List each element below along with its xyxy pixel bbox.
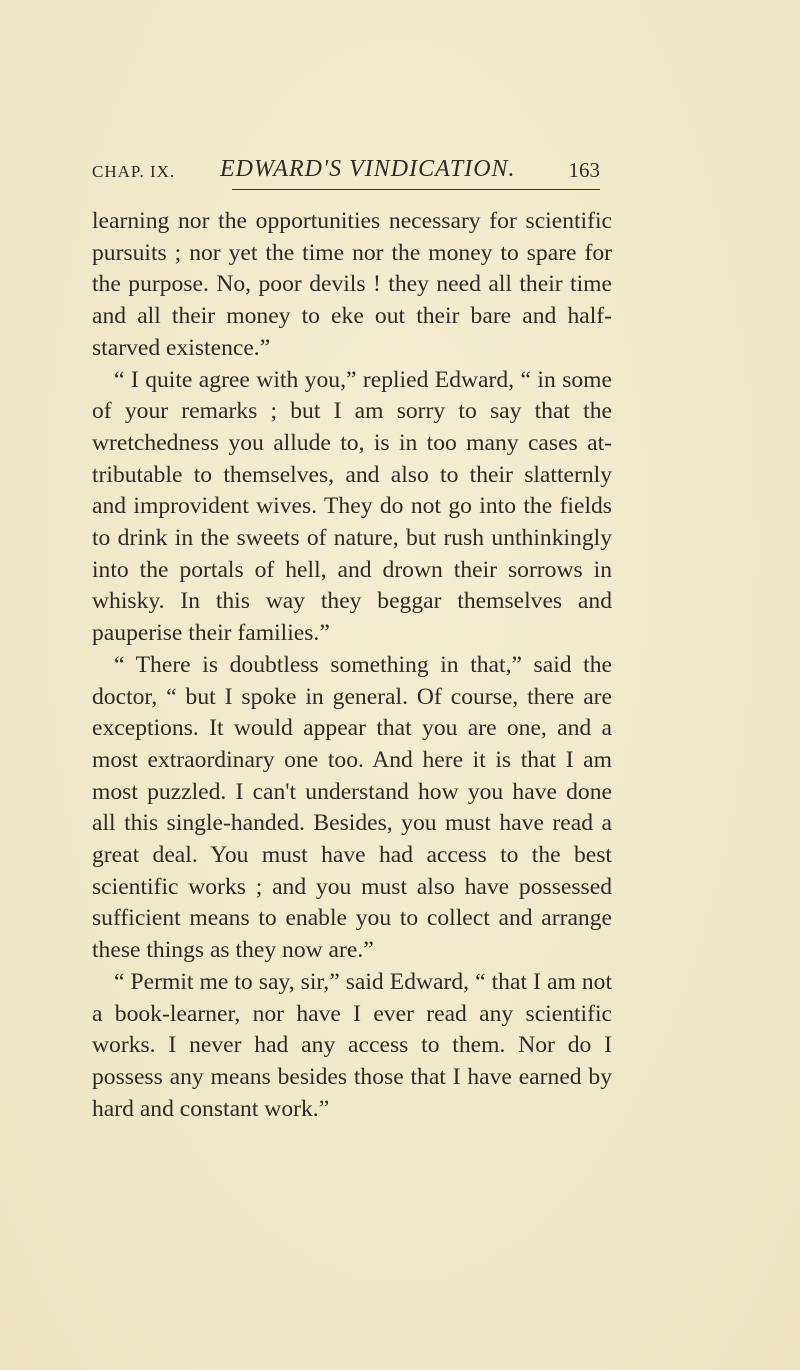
running-title: EDWARD'S VINDICATION. <box>220 156 516 182</box>
paragraph: “ I quite agree with you,” replied Edward, “ in some of your remarks ; but I am sorry to say that the wretchedness you allude to, is in too many cases attributable to themselves, and also to their slatternly and improvident wives. They do not go into the fields to drink in the sweets of nature, but rush unthinkingly into the portals of hell, and drown their sorrows in whisky. In this way they beggar themselves and pauperise their families.” <box>92 366 612 647</box>
body-text <box>92 206 612 1125</box>
chapter-label: CHAP. IX. <box>92 162 176 181</box>
page-number: 163 <box>568 158 600 182</box>
paragraph: “ Permit me to say, sir,” said Edward, “ that I am not a book-learner, nor have I ever read any scientific works. I never had any access to them. Nor do I possess any means besides those that I have earned by hard and constant work.” <box>92 968 612 1122</box>
header-rule <box>232 189 600 190</box>
running-header <box>92 150 600 184</box>
paragraph: learning nor the opportunities necessary for scientific pursuits ; nor yet the time nor the money to spare for the purpose. No, poor devils ! they need all their time and all their money to eke out their bare and half-starved existence.” <box>92 208 612 361</box>
paragraph: “ There is doubtless something in that,” said the doctor, “ but I spoke in general. Of course, there are exceptions. It would appear that you are one, and a most extraordinary one too. And here it is that I am most puzzled. I can't understand how you have done all this single-handed. Besides, you must have read a great deal. You must have had access to the best scientific works ; and you must also have possessed sufficient means to enable you to collect and arrange these things as they now are.” <box>92 651 612 964</box>
